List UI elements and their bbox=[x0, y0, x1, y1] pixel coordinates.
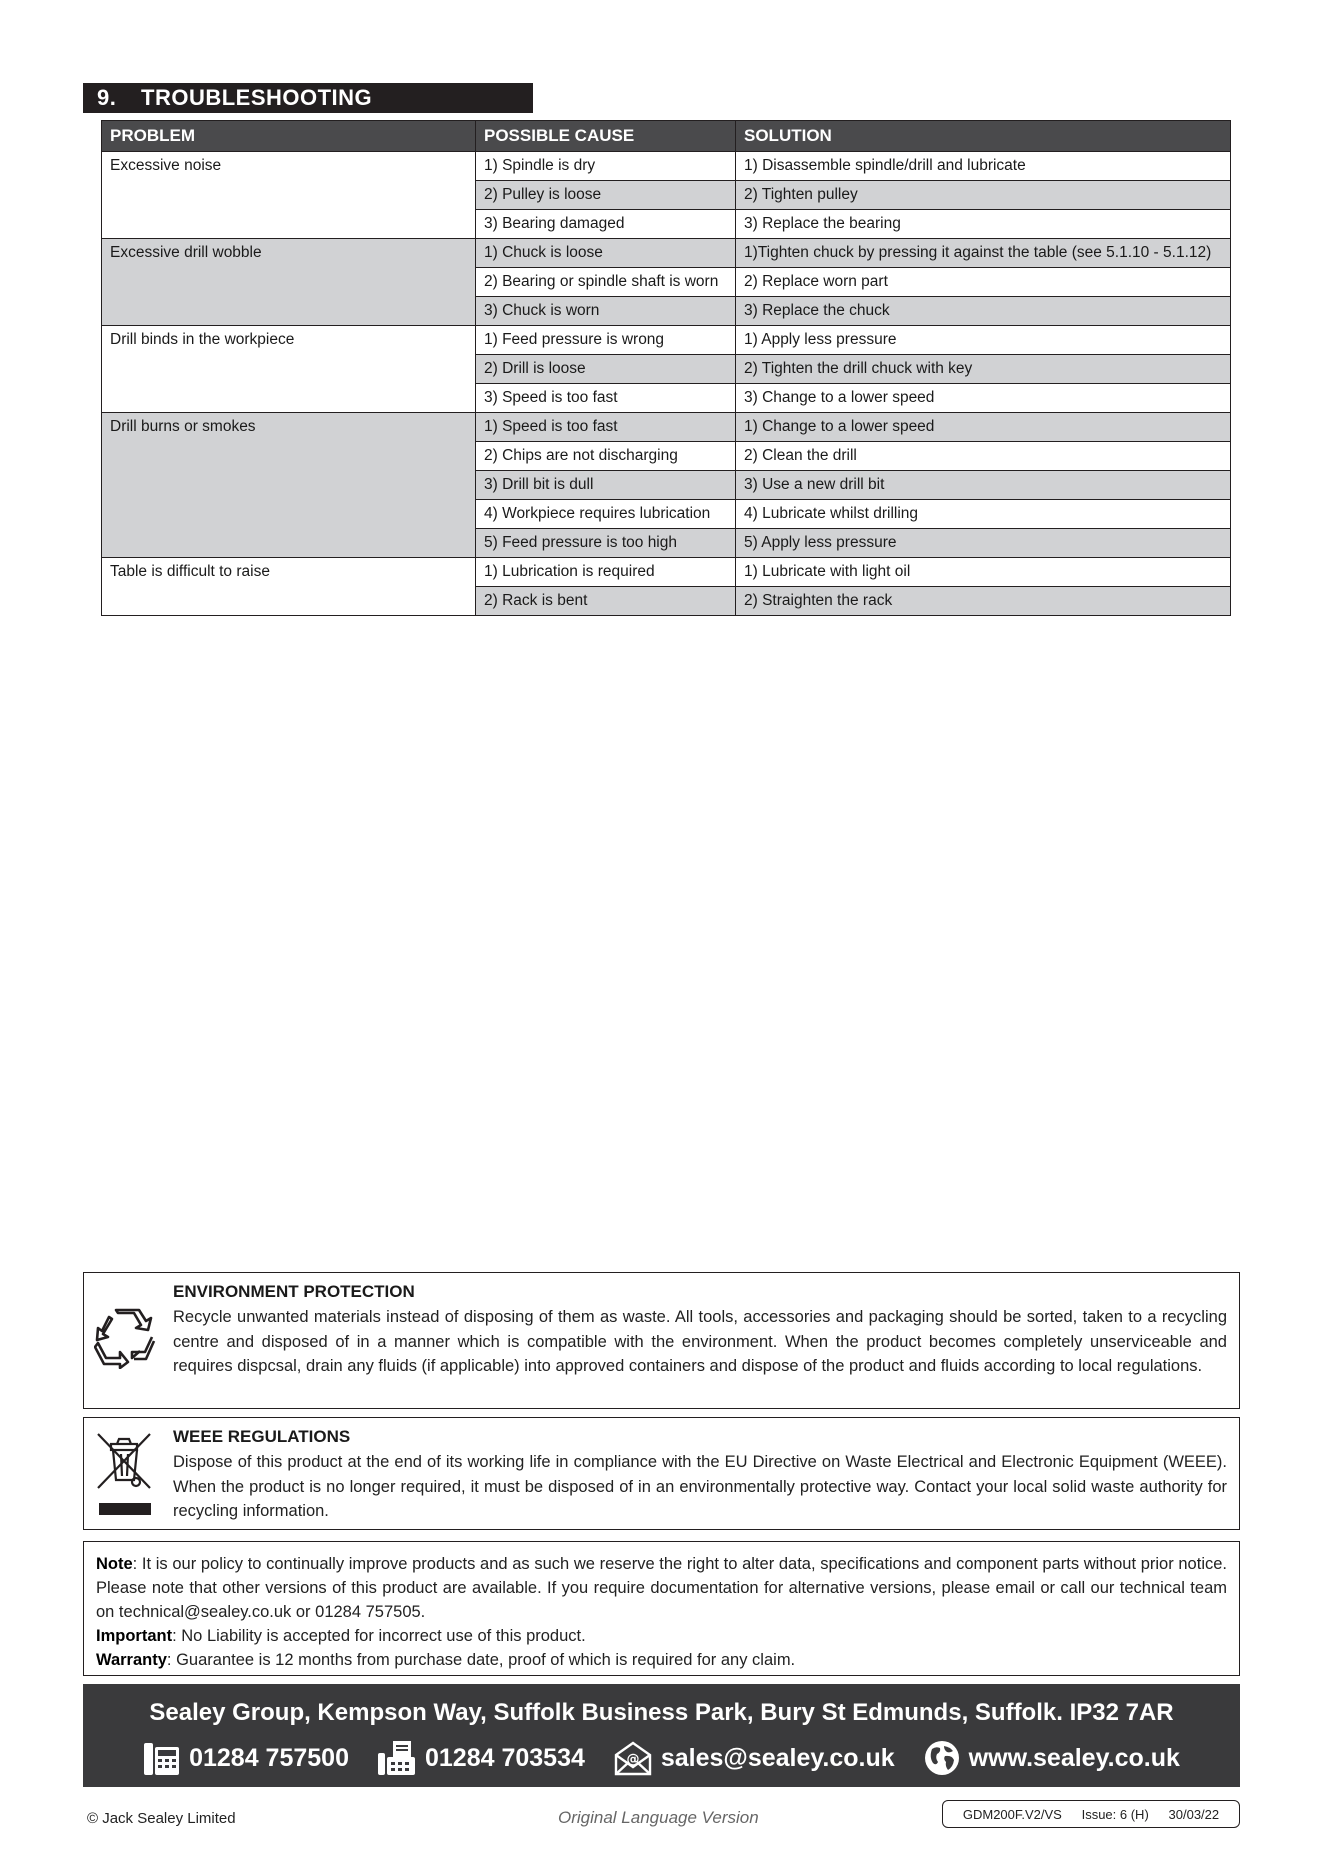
document-reference bbox=[942, 1800, 1240, 1828]
contact-row bbox=[83, 1739, 1240, 1777]
email-icon bbox=[613, 1739, 653, 1777]
issue-number: Issue: 6 (H) bbox=[1081, 1806, 1149, 1822]
table-row bbox=[102, 239, 1231, 268]
note-paragraph bbox=[96, 1552, 1227, 1624]
cause-cell: 1) Spindle is dry bbox=[476, 152, 736, 181]
crossed-bin-icon bbox=[94, 1430, 154, 1521]
solution-cell: 4) Lubricate whilst drilling bbox=[736, 500, 1231, 529]
solution-cell: 3) Change to a lower speed bbox=[736, 384, 1231, 413]
copyright: © Jack Sealey Limited bbox=[87, 1810, 236, 1827]
problem-cell: Drill binds in the workpiece bbox=[102, 326, 476, 413]
cause-cell: 3) Chuck is worn bbox=[476, 297, 736, 326]
solution-cell: 2) Tighten pulley bbox=[736, 181, 1231, 210]
cause-cell: 1) Chuck is loose bbox=[476, 239, 736, 268]
problem-cell: Excessive noise bbox=[102, 152, 476, 239]
cause-cell: 1) Speed is too fast bbox=[476, 413, 736, 442]
note-label: Note bbox=[96, 1555, 133, 1573]
notes-box bbox=[83, 1541, 1240, 1676]
header-problem: PROBLEM bbox=[102, 121, 476, 152]
important-paragraph bbox=[96, 1624, 1227, 1648]
weee-heading: WEEE REGULATIONS bbox=[173, 1427, 351, 1446]
cause-cell: 3) Speed is too fast bbox=[476, 384, 736, 413]
phone-icon bbox=[143, 1739, 181, 1777]
model-code: GDM200F.V2/VS bbox=[962, 1806, 1062, 1822]
cause-cell: 2) Bearing or spindle shaft is worn bbox=[476, 268, 736, 297]
section-heading: TROUBLESHOOTING bbox=[141, 85, 373, 110]
recycle-icon bbox=[94, 1307, 158, 1374]
problem-cell: Excessive drill wobble bbox=[102, 239, 476, 326]
email-contact bbox=[613, 1739, 895, 1777]
solution-cell: 2) Straighten the rack bbox=[736, 587, 1231, 616]
language-note: Original Language Version bbox=[558, 1808, 759, 1827]
cause-cell: 4) Workpiece requires lubrication bbox=[476, 500, 736, 529]
website-url: www.sealey.co.uk bbox=[968, 1743, 1180, 1772]
solution-cell: 2) Tighten the drill chuck with key bbox=[736, 355, 1231, 384]
solution-cell: 1) Disassemble spindle/drill and lubricate bbox=[736, 152, 1231, 181]
section-title bbox=[83, 83, 533, 113]
section-number: 9. bbox=[97, 85, 117, 110]
solution-cell: 2) Clean the drill bbox=[736, 442, 1231, 471]
solution-cell: 3) Replace the chuck bbox=[736, 297, 1231, 326]
problem-cell: Drill burns or smokes bbox=[102, 413, 476, 558]
weee-body: Dispose of this product at the end of its working life in compliance with the EU Directive on Waste Electrical and Electronic Equipment (WEEE). When the product is no longer required, it must be disposed of in an environmentally protective way. Contact your local solid waste authority for recycling information. bbox=[173, 1453, 1227, 1520]
svg-text:@: @ bbox=[626, 1752, 640, 1767]
solution-cell: 1) Lubricate with light oil bbox=[736, 558, 1231, 587]
environment-heading: ENVIRONMENT PROTECTION bbox=[173, 1282, 415, 1301]
table-row bbox=[102, 558, 1231, 587]
cause-cell: 2) Drill is loose bbox=[476, 355, 736, 384]
environment-protection-box bbox=[83, 1272, 1240, 1409]
warranty-text: : Guarantee is 12 months from purchase date, proof of which is required for any claim. bbox=[166, 1651, 796, 1669]
email-address: sales@sealey.co.uk bbox=[660, 1743, 895, 1772]
table-row bbox=[102, 326, 1231, 355]
globe-icon bbox=[923, 1739, 961, 1777]
phone-contact bbox=[143, 1739, 349, 1777]
table-row bbox=[102, 152, 1231, 181]
cause-cell: 1) Feed pressure is wrong bbox=[476, 326, 736, 355]
important-label: Important bbox=[96, 1627, 173, 1645]
solution-cell: 1) Change to a lower speed bbox=[736, 413, 1231, 442]
important-text: : No Liability is accepted for incorrect use of this product. bbox=[172, 1627, 586, 1645]
troubleshooting-table bbox=[101, 120, 1231, 616]
fax-contact bbox=[377, 1739, 585, 1777]
weee-regulations-box bbox=[83, 1417, 1240, 1530]
cause-cell: 3) Bearing damaged bbox=[476, 210, 736, 239]
cause-cell: 3) Drill bit is dull bbox=[476, 471, 736, 500]
solution-cell: 2) Replace worn part bbox=[736, 268, 1231, 297]
header-possible-cause: POSSIBLE CAUSE bbox=[476, 121, 736, 152]
web-contact bbox=[923, 1739, 1180, 1777]
solution-cell: 3) Use a new drill bit bbox=[736, 471, 1231, 500]
cause-cell: 2) Pulley is loose bbox=[476, 181, 736, 210]
contact-footer bbox=[83, 1684, 1240, 1787]
table-row bbox=[102, 413, 1231, 442]
note-text: : It is our policy to continually improve products and as such we reserve the right to alter data, specifications and component parts without prior notice. Please note that other versions of this product are available. If you require documentation for alternative versions, please email or call our technical team on technical@sealey.co.uk or 01284 757505. bbox=[96, 1555, 1227, 1621]
header-solution: SOLUTION bbox=[736, 121, 1231, 152]
cause-cell: 2) Chips are not discharging bbox=[476, 442, 736, 471]
fax-icon bbox=[377, 1739, 417, 1777]
issue-date: 30/03/22 bbox=[1168, 1806, 1220, 1822]
phone-number: 01284 757500 bbox=[189, 1743, 349, 1772]
solution-cell: 1)Tighten chuck by pressing it against the table (see 5.1.10 - 5.1.12) bbox=[736, 239, 1231, 268]
problem-cell: Table is difficult to raise bbox=[102, 558, 476, 616]
solution-cell: 1) Apply less pressure bbox=[736, 326, 1231, 355]
cause-cell: 2) Rack is bent bbox=[476, 587, 736, 616]
warranty-label: Warranty bbox=[96, 1651, 167, 1669]
solution-cell: 3) Replace the bearing bbox=[736, 210, 1231, 239]
cause-cell: 1) Lubrication is required bbox=[476, 558, 736, 587]
company-address: Sealey Group, Kempson Way, Suffolk Business Park, Bury St Edmunds, Suffolk. IP32 7AR bbox=[149, 1699, 1174, 1726]
cause-cell: 5) Feed pressure is too high bbox=[476, 529, 736, 558]
table-header-row bbox=[102, 121, 1231, 152]
solution-cell: 5) Apply less pressure bbox=[736, 529, 1231, 558]
fax-number: 01284 703534 bbox=[424, 1743, 585, 1772]
warranty-paragraph bbox=[96, 1648, 1227, 1672]
environment-body: Recycle unwanted materials instead of disposing of them as waste. All tools, accessories and packaging should be sorted, taken to a recycling centre and disposed of in a manner which is compatible with the environment. When the product becomes completely unserviceable and requires dispcsal, drain any fluids (if applicable) into approved containers and dispose of the product and fluids according to local regulations. bbox=[173, 1308, 1227, 1375]
